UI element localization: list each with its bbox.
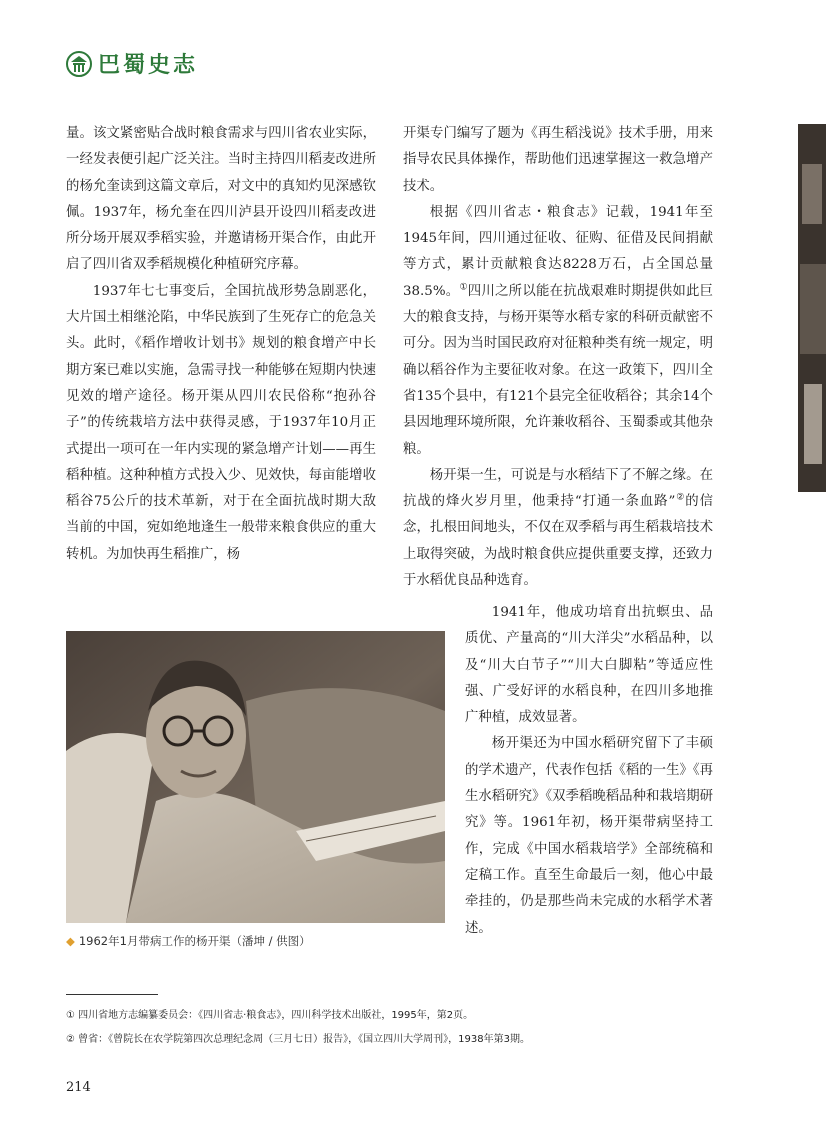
footnote-ref: ② [675,492,686,503]
footnote: ① 四川省地方志编纂委员会：《四川省志·粮食志》，四川科学技术出版社，1995年，第2页。 [66,1010,474,1021]
adjacent-photo-strip [798,124,826,492]
body-paragraph: 开渠专门编写了题为《再生稻浅说》技术手册，用来指导农民具体操作，帮助他们迅速掌握这一救急增产技术。 [403,126,713,194]
footnote-divider [66,994,158,995]
article-left-column [66,121,376,568]
building-logo-icon [66,51,92,77]
body-paragraph: 量。该文紧密贴合战时粮食需求与四川省农业实际，一经发表便引起广泛关注。当时主持四川稻麦改进所的杨允奎读到这篇文章后，对文中的真知灼见深感钦佩。1937年，杨允奎在四川泸县开设四川稻麦改进所分场开展双季稻实验，并邀请杨开渠合作，由此开启了四川省双季稻规模化种植研究序幕。 [66,126,376,273]
paragraph-text: 杨开渠一生，可说是与水稻结下了不解之缘。在抗战的烽火岁月里，他秉持“打通一条血路” [403,467,713,510]
article-right-column-lower [465,600,713,942]
footnote: ② 曾省：《曾院长在农学院第四次总理纪念周（三月七日）报告》，《国立四川大学周刊》，1938年第3期。 [66,1034,530,1045]
caption-marker-icon: ◆ [66,934,75,948]
body-paragraph [403,463,713,594]
article-right-column [403,121,713,594]
logo-text: 巴蜀史志 [98,53,199,78]
caption-text: 1962年1月带病工作的杨开渠（潘坤 / 供图） [78,934,311,948]
paragraph-text: 根据《四川省志・粮食志》记载，1941年至1945年间，四川通过征收、征购、征借及民间捐献等方式，累计贡献粮食达8228万石，占全国总量38.5%。 [403,204,713,299]
footnote-ref: ① [459,282,468,293]
paragraph-text: 四川之所以能在抗战艰难时期提供如此巨大的粮食支持，与杨开渠等水稻专家的科研贡献密不可分。因为当时国民政府对征粮种类有统一规定，明确以稻谷作为主要征收对象。在这一政策下，四川全省135个县中，有121个县完全征收稻谷；其余14个县因地理环境所限，允许兼收稻谷、玉蜀黍或其他杂粮。 [403,283,714,457]
paragraph-text: 的信念，扎根田间地头，不仅在双季稻与再生稻栽培技术上取得突破，为战时粮食供应提供重要支撑，还致力于水稻优良品种选育。 [403,494,714,589]
photo-caption [66,933,311,949]
body-paragraph: 杨开渠还为中国水稻研究留下了丰硕的学术遗产，代表作包括《稻的一生》《再生水稻研究》《双季稻晚稻品种和栽培期研究》等。1961年初，杨开渠带病坚持工作，完成《中国水稻栽培学》全部统稿和定稿工作。直至生命最后一刻，他心中最牵挂的，仍是那些尚未完成的水稻学术著述。 [465,736,713,936]
body-paragraph: 1937年七七事变后，全国抗战形势急剧恶化，大片国土相继沦陷，中华民族到了生死存亡的危急关头。此时，《稻作增收计划书》规划的粮食增产中长期方案已难以实施，急需寻找一种能够在短期内快速见效的增产途径。杨开渠从四川农民俗称“抱孙谷子”的传统栽培方法中获得灵感，于1937年10月正式提出一项可在一年内实现的紧急增产计划——再生稻种植。这种种植方式投入少、见效快，每亩能增收稻谷75公斤的技术革新，对于在全面抗战时期大敌当前的中国，宛如绝地逢生一般带来粮食供应的重大转机。为加快再生稻推广，杨 [66,283,376,562]
body-paragraph: 1941年，他成功培育出抗螟虫、品质优、产量高的“川大洋尖”水稻品种，以及“川大白节子”“川大白脚粘”等适应性强、广受好评的水稻良种，在四川多地推广种植，成效显著。 [465,605,713,726]
page-number: 214 [66,1080,91,1095]
header-logo [66,48,198,79]
body-paragraph [403,200,713,463]
portrait-photo [66,631,445,923]
